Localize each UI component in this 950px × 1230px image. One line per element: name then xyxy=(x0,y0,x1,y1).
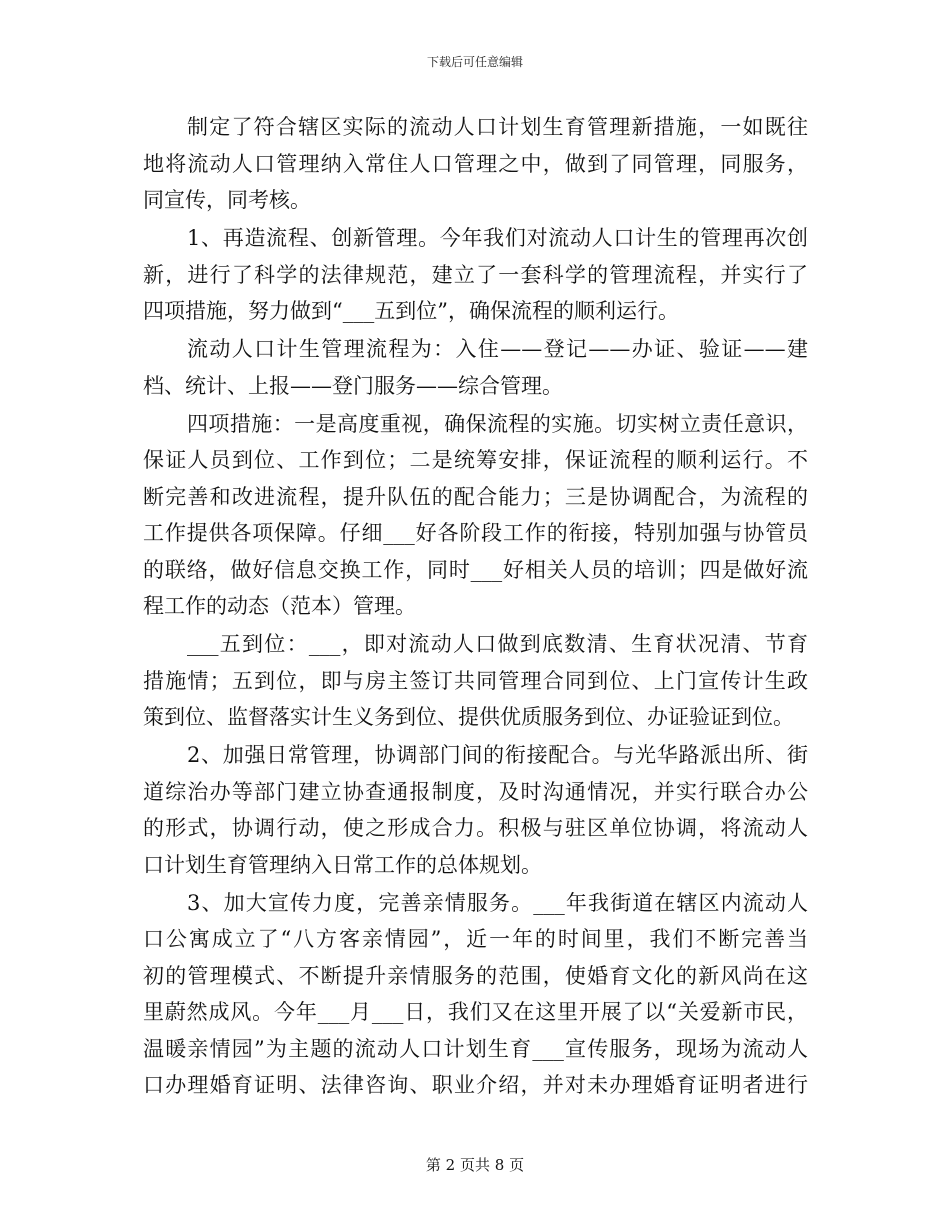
text-line: 工作提供各项保障。仔细___好各阶段工作的衔接，特别加强与协管员 xyxy=(143,521,808,545)
text-line: 2、加强日常管理，协调部门间的衔接配合。与光华路派出所、街 xyxy=(187,743,808,767)
text-line: ___五到位：___，即对流动人口做到底数清、生育状况清、节育 xyxy=(187,632,808,656)
paragraph xyxy=(143,331,808,404)
paragraph xyxy=(143,220,808,330)
text-line: 口办理婚育证明、法律咨询、职业介绍，并对未办理婚育证明者进行 xyxy=(143,1073,808,1097)
text-line: 策到位、监督落实计生义务到位、提供优质服务到位、办证验证到位。 xyxy=(143,705,794,729)
text-line: 初的管理模式、不断提升亲情服务的范围，使婚育文化的新风尚在这 xyxy=(143,963,808,988)
page-header: 下载后可任意编辑 xyxy=(426,55,523,69)
paragraph xyxy=(143,885,808,1104)
text-line: 地将流动人口管理纳入常住人口管理之中，做到了同管理，同服务， xyxy=(143,151,808,176)
text-line: 口公寓成立了“八方客亲情园”，近一年的时间里，我们不断完善当 xyxy=(143,927,808,951)
text-line: 流动人口计生管理流程为：入住——登记——办证、验证——建 xyxy=(187,337,808,361)
text-line: 的联络，做好信息交换工作，同时___好相关人员的培训；四是做好流 xyxy=(143,557,808,582)
text-line: 的形式，协调行动，使之形成合力。积极与驻区单位协调，将流动人 xyxy=(143,816,808,840)
paragraph xyxy=(143,626,808,736)
text-line: 断完善和改进流程，提升队伍的配合能力；三是协调配合，为流程的 xyxy=(143,484,808,509)
text-line: 里蔚然成风。今年___月___日，我们又在这里开展了以“关爱新市民， xyxy=(143,1000,808,1024)
document-body xyxy=(143,109,808,1105)
text-line: 口计划生育管理纳入日常工作的总体规划。 xyxy=(143,852,542,877)
text-line: 四项措施：一是高度重视，确保流程的实施。切实树立责任意识， xyxy=(187,411,808,436)
text-line: 制定了符合辖区实际的流动人口计划生育管理新措施，一如既往 xyxy=(187,115,808,139)
paragraph xyxy=(143,406,808,625)
text-line: 四项措施，努力做到“___五到位”，确保流程的顺利运行。 xyxy=(143,299,679,323)
paragraph xyxy=(143,737,808,883)
text-line: 同宣传，同考核。 xyxy=(143,188,311,212)
text-line: 档、统计、上报——登门服务——综合管理。 xyxy=(143,373,563,398)
text-line: 1、再造流程、创新管理。今年我们对流动人口计生的管理再次创 xyxy=(187,226,808,250)
text-line: 3、加大宣传力度，完善亲情服务。___年我街道在辖区内流动人 xyxy=(187,890,808,915)
text-line: 新，进行了科学的法律规范，建立了一套科学的管理流程，并实行了 xyxy=(143,262,808,287)
text-line: 程工作的动态（范本）管理。 xyxy=(143,594,416,618)
text-line: 保证人员到位、工作到位；二是统筹安排，保证流程的顺利运行。不 xyxy=(143,448,808,472)
text-line: 道综治办等部门建立协查通报制度，及时沟通情况，并实行联合办公 xyxy=(143,779,808,804)
paragraph xyxy=(143,109,808,219)
text-line: 措施情；五到位，即与房主签订共同管理合同到位、上门宣传计生政 xyxy=(143,668,808,693)
page-number-footer: 第 2 页共 8 页 xyxy=(425,1156,525,1174)
text-line: 温暖亲情园”为主题的流动人口计划生育___宣传服务，现场为流动人 xyxy=(143,1036,808,1061)
